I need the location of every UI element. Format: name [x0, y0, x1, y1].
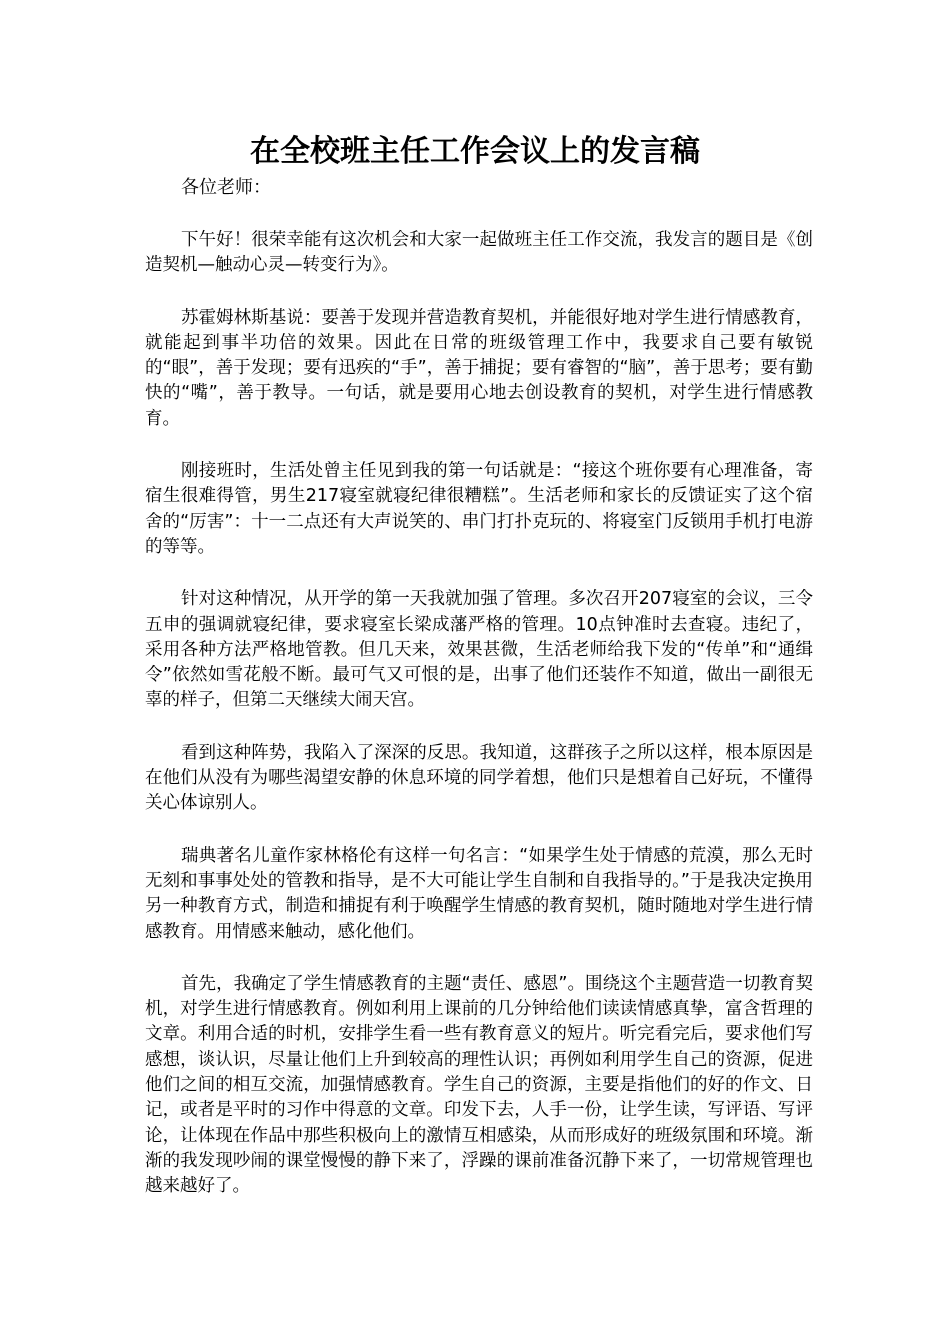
paragraph-sukhomlinsky: 苏霍姆林斯基说：要善于发现并营造教育契机，并能很好地对学生进行情感教育，就能起到事半功倍的效果。因此在日常的班级管理工作中，我要求自己要有敏锐的“眼”，善于发现；要有迅疾的“手”，善于捕捉；要有睿智的“脑”，善于思考；要有勤快的“嘴”，善于教导。一句话，就是要用心地去创设教育的契机，对学生进行情感教育。 — [145, 307, 813, 429]
paragraph-emotional-education: 首先，我确定了学生情感教育的主题“责任、感恩”。围绕这个主题营造一切教育契机，对学生进行情感教育。例如利用上课前的几分钟给他们读读情感真挚，富含哲理的文章。利用合适的时机，安排学生看一些有教育意义的短片。听完看完后，要求他们写感想，谈认识，尽量让他们上升到较高的理性认识；再例如利用学生自己的资源，促进他们之间的相互交流，加强情感教育。学生自己的资源，主要是指他们的好的作文、日记，或者是平时的习作中得意的文章。印发下去，人手一份，让学生读，写评语、写评论，让体现在作品中那些积极向上的激情互相感染，从而形成好的班级氛围和环境。渐渐的我发现吵闹的课堂慢慢的静下来了，浮躁的课前准备沉静下来了，一切常规管理也越来越好了。 — [145, 973, 813, 1197]
document-body — [145, 228, 813, 1227]
document-title: 在全校班主任工作会议上的发言稿 — [250, 134, 700, 169]
paragraph-lindgren-quote: 瑞典著名儿童作家林格伦有这样一句名言：“如果学生处于情感的荒漠，那么无时无刻和事事处处的管教和指导，是不大可能让学生自制和自我指导的。”于是我决定换用另一种教育方式，制造和捕捉有利于唤醒学生情感的教育契机，随时随地对学生进行情感教育。用情感来触动，感化他们。 — [145, 845, 813, 942]
paragraph-greeting: 下午好！很荣幸能有这次机会和大家一起做班主任工作交流，我发言的题目是《创造契机—触动心灵—转变行为》。 — [145, 230, 813, 276]
salutation: 各位老师： — [181, 177, 271, 198]
paragraph-reflection: 看到这种阵势，我陷入了深深的反思。我知道，这群孩子之所以这样，根本原因是在他们从没有为哪些渴望安静的休息环境的同学着想，他们只是想着自己好玩，不懂得关心体谅别人。 — [145, 742, 813, 814]
paragraph-taking-over-class: 刚接班时，生活处曾主任见到我的第一句话就是：“接这个班你要有心理准备，寄宿生很难得管，男生217寝室就寝纪律很糟糕”。生活老师和家长的反馈证实了这个宿舍的“厉害”：十一二点还有大声说笑的、串门打扑克玩的、将寝室门反锁用手机打电游的等等。 — [145, 461, 813, 557]
paragraph-strict-management: 针对这种情况，从开学的第一天我就加强了管理。多次召开207寝室的会议，三令五申的强调就寝纪律，要求寝室长梁成藩严格的管理。10点钟准时去查寝。违纪了，采用各种方法严格地管教。但几天来，效果甚微，生活老师给我下发的“传单”和“通缉令”依然如雪花般不断。最可气又可恨的是，出事了他们还装作不知道，做出一副很无辜的样子，但第二天继续大闹天宫。 — [145, 589, 813, 711]
